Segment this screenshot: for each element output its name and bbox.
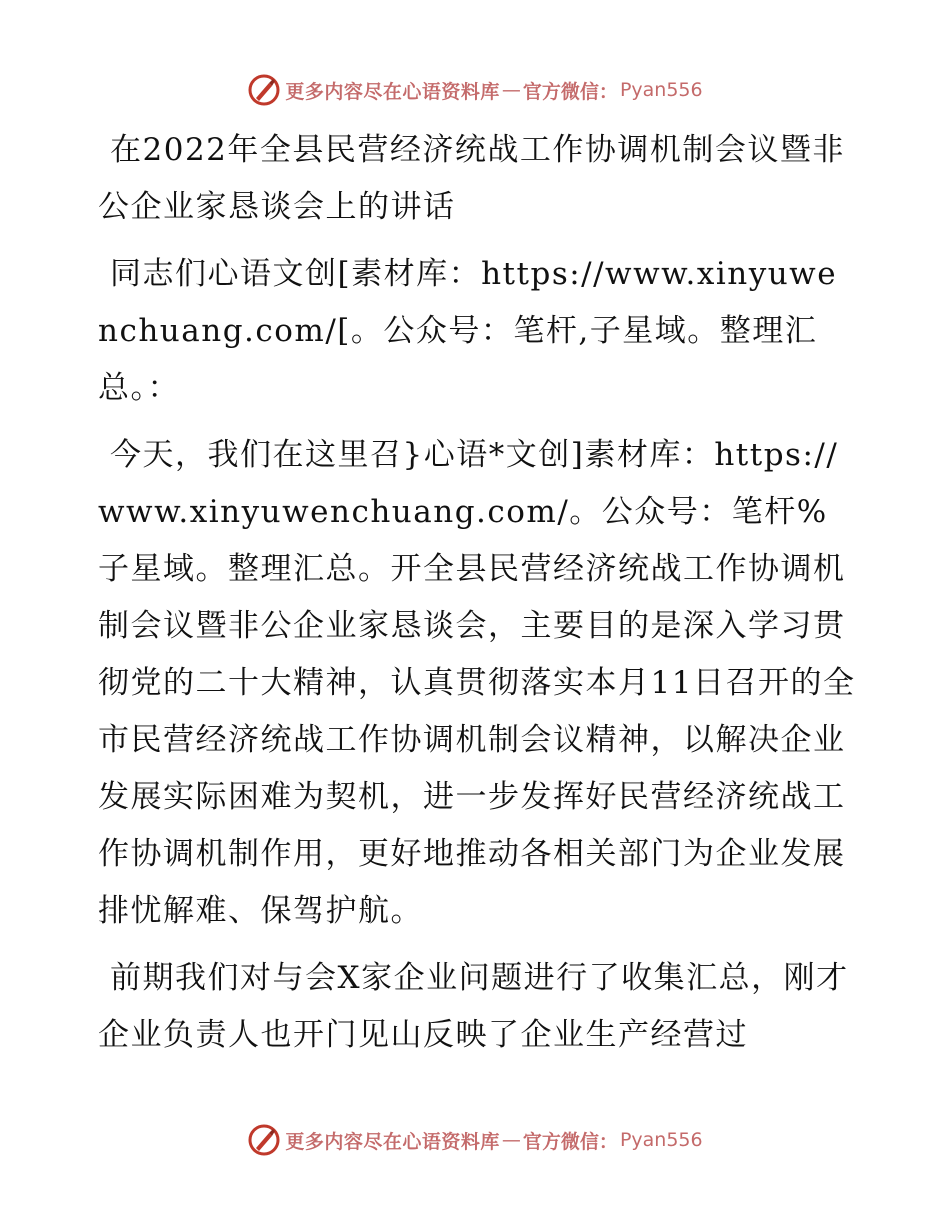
watermark-wechat-label: 官方微信： bbox=[522, 1130, 618, 1153]
watermark-footer bbox=[0, 1120, 950, 1160]
pen-logo-icon bbox=[247, 73, 281, 107]
watermark-header bbox=[0, 70, 950, 110]
pen-logo-icon bbox=[247, 1123, 281, 1157]
document-body bbox=[98, 122, 858, 1074]
watermark-wechat-id: Pyan556 bbox=[619, 1129, 703, 1151]
paragraph-greeting: 同志们心语文创[素材库：https://www.xinyuwenchuang.com/[。公众号：笔杆,子星域。整理汇总。： bbox=[98, 256, 838, 406]
paragraph-issues: 前期我们对与会X家企业问题进行了收集汇总，刚才企业负责人也开门见山反映了企业生产经营过 bbox=[98, 960, 849, 1053]
document-title: 在2022年全县民营经济统战工作协调机制会议暨非公企业家恳谈会上的讲话 bbox=[98, 132, 845, 225]
watermark-separator: — bbox=[501, 1129, 521, 1151]
watermark-wechat-label: 官方微信： bbox=[522, 80, 618, 103]
watermark-slogan: 更多内容尽在心语资料库 bbox=[285, 1130, 500, 1153]
watermark-wechat-id: Pyan556 bbox=[619, 79, 703, 101]
watermark-slogan: 更多内容尽在心语资料库 bbox=[285, 80, 500, 103]
watermark-separator: — bbox=[501, 79, 521, 101]
paragraph-intro: 今天，我们在这里召}心语*文创]素材库：https://www.xinyuwenchuang.com/。公众号：笔杆%子星域。整理汇总。开全县民营经济统战工作协调机制会议暨非公企业家恳谈会，主要目的是深入学习贯彻党的二十大精神，认真贯彻落实本月11日召开的全市民营经济统战工作协调机制会议精神，以解决企业发展实际困难为契机，进一步发挥好民营经济统战工作协调机制作用，更好地推动各相关部门为企业发展排忧解难、保驾护航。 bbox=[98, 437, 856, 929]
